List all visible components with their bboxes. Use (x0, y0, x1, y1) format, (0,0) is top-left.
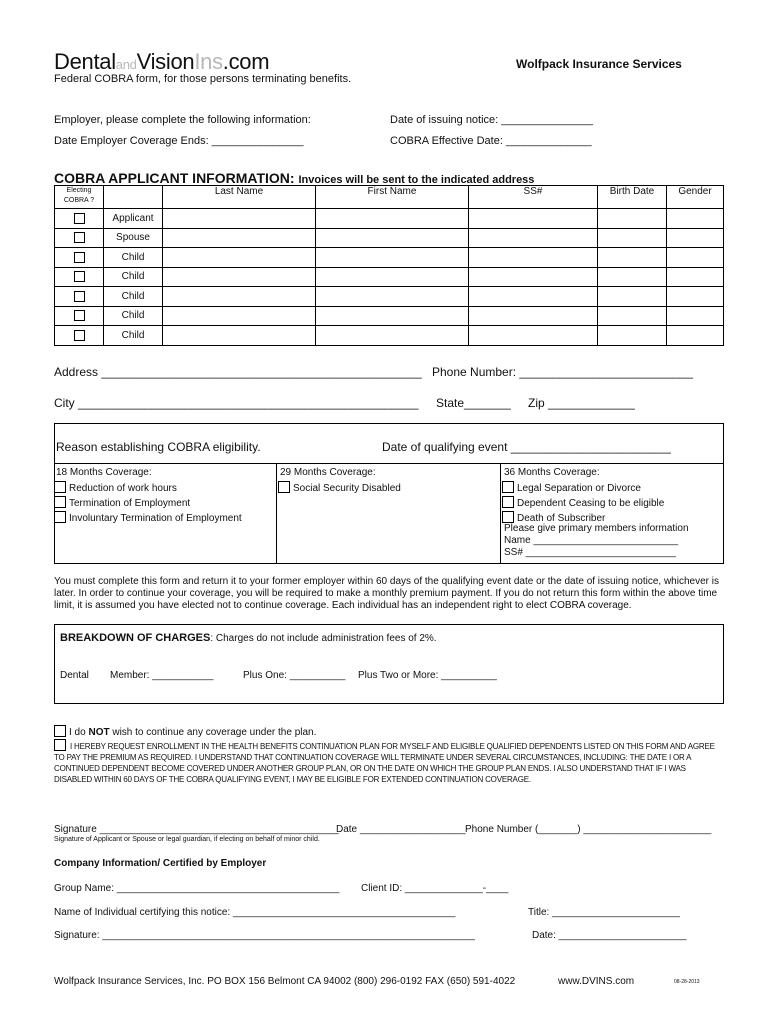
logo: DentalandVisionIns.com (54, 49, 270, 74)
coverage-18-title: 18 Months Coverage: (56, 467, 152, 478)
checkbox[interactable] (54, 725, 66, 737)
coverage-ends-field[interactable]: Date Employer Coverage Ends: _______________ (54, 135, 304, 147)
decline-option[interactable]: I do NOT wish to continue any coverage under the plan. (54, 725, 316, 738)
checkbox[interactable] (502, 496, 514, 508)
elect-checkbox[interactable] (74, 252, 85, 263)
col-first-name: First Name (316, 186, 469, 209)
checkbox[interactable] (278, 481, 290, 493)
company-info-title: Company Information/ Certified by Employer (54, 858, 267, 869)
certifier-name-field[interactable]: Name of Individual certifying this notice: ________________________________________ (54, 907, 456, 918)
phone-field[interactable]: Phone Number: __________________________ (432, 365, 693, 379)
option-death-subscriber[interactable]: Death of Subscriber (502, 511, 605, 524)
table-row (55, 228, 724, 248)
applicant-table (54, 185, 724, 346)
certifier-title-field[interactable]: Title: _______________________ (528, 907, 680, 918)
dental-label: Dental (60, 670, 89, 681)
table-header-row (55, 186, 724, 209)
signature-phone-field[interactable]: Phone Number (_______) _______________________ (465, 824, 712, 835)
checkbox[interactable] (502, 481, 514, 493)
option-ss-disabled[interactable]: Social Security Disabled (278, 481, 401, 494)
signature-caption: Signature of Applicant or Spouse or legal guardian, if electing on behalf of minor child. (54, 836, 320, 843)
employer-date-field[interactable]: Date: _______________________ (532, 930, 687, 941)
relationship-label: Child (104, 287, 163, 307)
reason-title: Reason establishing COBRA eligibility. (56, 440, 261, 454)
elect-checkbox[interactable] (74, 330, 85, 341)
col-birth-date: Birth Date (598, 186, 667, 209)
table-row (55, 209, 724, 229)
elect-checkbox[interactable] (74, 213, 85, 224)
applicant-section-title: COBRA APPLICANT INFORMATION: Invoices will be sent to the indicated address (54, 170, 535, 186)
col-divider (276, 463, 277, 564)
address-field[interactable]: Address ________________________________________________ (54, 365, 422, 379)
primary-ss-field[interactable]: SS# ___________________________ (504, 547, 676, 558)
coverage-29-title: 29 Months Coverage: (280, 467, 376, 478)
state-field[interactable]: State_______ (436, 396, 511, 410)
plus-one-charge-field[interactable]: Plus One: __________ (243, 670, 346, 681)
table-row (55, 248, 724, 268)
table-row (55, 306, 724, 326)
group-name-field[interactable]: Group Name: ________________________________________ (54, 883, 340, 894)
effective-date-field[interactable]: COBRA Effective Date: ______________ (390, 135, 592, 147)
elect-checkbox[interactable] (74, 271, 85, 282)
zip-field[interactable]: Zip _____________ (528, 396, 635, 410)
city-field[interactable]: City ___________________________________________________ (54, 396, 419, 410)
relationship-label: Child (104, 267, 163, 287)
form-subtitle: Federal COBRA form, for those persons terminating benefits. (54, 73, 352, 85)
checkbox[interactable] (54, 481, 66, 493)
relationship-label: Child (104, 306, 163, 326)
footer-address: Wolfpack Insurance Services, Inc. PO BOX 156 Belmont CA 94002 (800) 296-0192 FAX (650) 591-4022 (54, 976, 516, 987)
coverage-36-title: 36 Months Coverage: (504, 467, 600, 478)
relationship-label: Child (104, 326, 163, 346)
notice-paragraph: You must complete this form and return it to your former employer within 60 days of the qualifying event date or the date of issuing notice, whichever is later. In order to continue your coverage, you will be required to make a monthly premium payment. If you do not return this form within the above time limit, it is assumed you have elected not to continue coverage. Each individual has an independent right to elect COBRA coverage. (54, 576, 719, 611)
company-name: Wolfpack Insurance Services (516, 57, 682, 71)
table-row (55, 267, 724, 287)
col-ssn: SS# (469, 186, 598, 209)
footer-website[interactable]: www.DVINS.com (558, 976, 635, 987)
option-reduction-hours[interactable]: Reduction of work hours (54, 481, 177, 494)
table-row (55, 287, 724, 307)
form-revision-code: 08-28-2013 (674, 979, 700, 985)
signature-date-field[interactable]: Date ___________________ (336, 824, 466, 835)
option-involuntary-termination[interactable]: Involuntary Termination of Employment (54, 511, 242, 524)
col-gender: Gender (667, 186, 724, 209)
option-separation-divorce[interactable]: Legal Separation or Divorce (502, 481, 641, 494)
relationship-label: Spouse (104, 228, 163, 248)
electing-header: Electing COBRA ? (55, 186, 104, 209)
issuing-notice-field[interactable]: Date of issuing notice: _______________ (390, 114, 594, 126)
plus-two-charge-field[interactable]: Plus Two or More: __________ (358, 670, 497, 681)
elect-checkbox[interactable] (74, 310, 85, 321)
employer-instruction: Employer, please complete the following information: (54, 114, 311, 126)
enrollment-request-text: I HEREBY REQUEST ENROLLMENT IN THE HEALTH BENEFITS CONTINUATION PLAN FOR MYSELF AND ELIGIBLE QUALIFIED DEPENDENTS LISTED ON THIS FORM AND AGREE TO PAY THE PREMIUM AS REQUIRED. I UNDERSTAND THAT CONTINUATION COVERAGE WILL TERMINATE UNDER SEVERAL CIRCUMSTANCES, INCLUDING: THE DATE I OR A CONTINUED DEPENDENT BECOME COVERED UNDER ANOTHER GROUP PLAN, OR ON THE DATE ON WHICH THE GROUP PLAN ENDS. I ALSO UNDERSTAND THAT IF I WAS DISABLED WITHIN 60 DAYS OF THE COBRA QUALIFYING EVENT, I MAY BE ELIGIBLE FOR EXTENDED CONTINUATION COVERAGE. (54, 742, 715, 784)
option-termination[interactable]: Termination of Employment (54, 496, 190, 509)
relationship-label: Child (104, 248, 163, 268)
col-divider (500, 463, 501, 564)
charges-title: BREAKDOWN OF CHARGES: Charges do not include administration fees of 2%. (60, 632, 437, 644)
option-dependent-ceasing[interactable]: Dependent Ceasing to be eligible (502, 496, 664, 509)
table-row (55, 326, 724, 346)
primary-member-note: Please give primary members information (504, 523, 689, 534)
reason-divider (54, 463, 724, 464)
checkbox[interactable] (54, 496, 66, 508)
checkbox[interactable] (54, 511, 66, 523)
client-id-field[interactable]: Client ID: ______________-____ (361, 883, 509, 894)
relationship-header (104, 186, 163, 209)
primary-name-field[interactable]: Name __________________________ (504, 535, 679, 546)
qualifying-date-field[interactable]: Date of qualifying event ________________________ (382, 440, 671, 454)
relationship-label: Applicant (104, 209, 163, 229)
signature-field[interactable]: Signature ___________________________________________ (54, 824, 339, 835)
employer-signature-field[interactable]: Signature: ___________________________________________________________________ (54, 930, 475, 941)
col-last-name: Last Name (163, 186, 316, 209)
elect-checkbox[interactable] (74, 232, 85, 243)
elect-checkbox[interactable] (74, 291, 85, 302)
member-charge-field[interactable]: Member: ___________ (110, 670, 214, 681)
checkbox[interactable] (502, 511, 514, 523)
